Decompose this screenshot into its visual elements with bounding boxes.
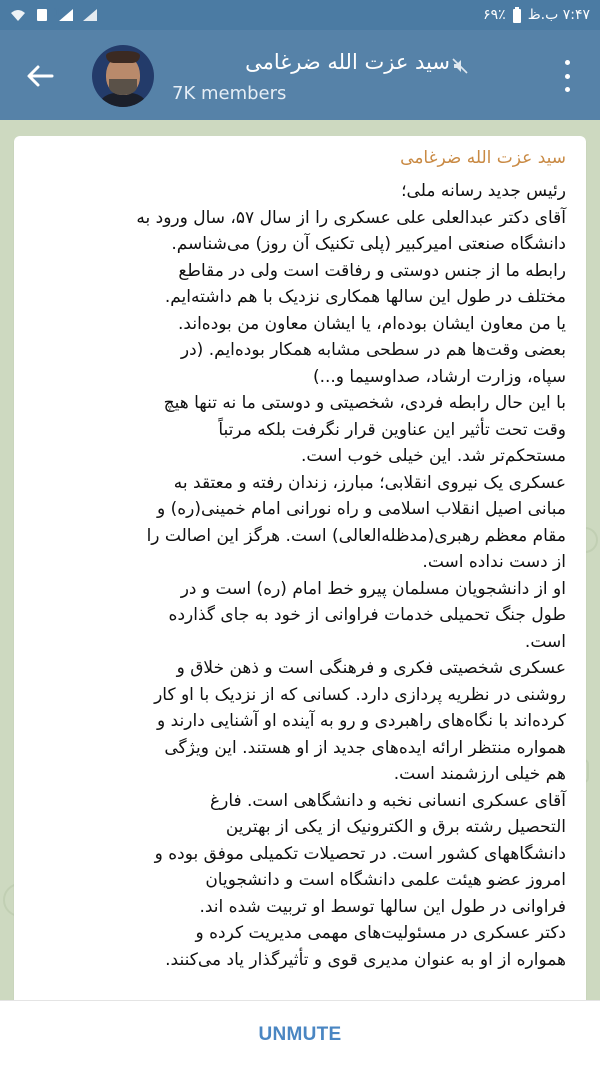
status-right [483,7,590,23]
menu-dot [565,87,570,92]
message-text [28,178,566,973]
wifi-icon [10,8,26,22]
status-bar [0,0,600,30]
message-line: رئیس جدید رسانه ملی؛ [401,181,566,201]
message-line: رابطه ما از جنس دوستی و رفاقت است ولی در مقاطع [178,260,566,281]
back-arrow-icon [26,64,54,88]
message-line: مقام معظم رهبری(مدظله‌العالی) است. هرگز این اصالت را [146,525,566,546]
message-line: دکتر عسکری در مسئولیت‌های مهمی مدیریت کرده و [195,923,566,943]
message-line: فراوانی در طول این سالها توسط او تربیت شده اند. [199,896,566,917]
clock: ۷:۴۷ ب.ظ [527,7,590,23]
message-line: دانشگاه صنعتی امیرکبیر (پلی تکنیک آن روز) می‌شناسم. [171,234,566,254]
battery-icon [512,7,522,23]
message-line: طول جنگ تحمیلی خدمات فراوانی از خود به جای گذارده [168,605,566,625]
chat-header [0,30,600,120]
message-line: التحصیل رشته برق و الکترونیک از یکی از بهترین [225,817,566,837]
message-line: همواره از او به عنوان مدیری قوی و تأثیرگذار یاد می‌کنند. [165,949,566,970]
message-line: مختلف در طول این سالها همکاری نزدیک با هم داشته‌ایم. [164,287,566,307]
unmute-button[interactable]: UNMUTE [258,1023,342,1045]
message-line: عسکری یک نیروی انقلابی؛ مبارز، زندان رفته و معتقد به [173,472,566,493]
message-line: مستحکم‌تر شد. این خیلی خوب است. [301,446,566,466]
back-button[interactable] [22,58,58,94]
message-line: عسکری شخصیتی فکری و فرهنگی است و ذهن خلاق و [176,658,566,678]
message-line: کرده‌اند با نگاه‌های راهبردی و رو به آینده او آشنایی دارند و [157,711,566,731]
message-line: سپاه، وزارت ارشاد، صداوسیما و...) [312,366,566,387]
message-line: آقای دکتر عبدالعلی علی عسکری را از سال ۵۷، سال ورود به [136,207,566,228]
signal-icon-2 [82,8,98,22]
message-line: همواره منتظر ارائه ایده‌های جدید از او هستند. این ویژگی [164,737,566,758]
channel-avatar[interactable] [92,45,154,107]
message-line: او از دانشجویان مسلمان پیرو خط امام (ره) است و در [180,578,566,599]
message-line: یا من معاون ایشان بوده‌ام، یا ایشان معاون من بوده‌اند. [178,313,566,334]
message-line: آقای عسکری انسانی نخبه و دانشگاهی است. فارغ [209,790,566,811]
message-line: بعضی وقت‌ها هم در سطحی مشابه همکار بوده‌ایم. (در [180,340,566,360]
status-left [10,8,98,22]
message-line: است. [524,631,566,652]
bottom-bar [0,1000,600,1068]
message-line: با این حال رابطه فردی، شخصیتی و دوستی ما نه تنها هیچ [163,393,566,413]
more-options-button[interactable] [555,60,579,92]
sim-number: 1 [53,6,62,20]
message-line: هم خیلی ارزشمند است. [393,764,566,784]
message-line: دانشگاههای کشور است. در تحصیلات تکمیلی موفق بوده و [154,843,566,864]
member-count: 7K members [172,83,287,104]
message-line: روشنی در نظریه پردازی دارد. کسانی که از نزدیک با او کار [154,684,566,705]
message-line: وقت تحت تأثیر این عناوین قرار نگرفت بلکه مرتباً [218,419,566,440]
message-list[interactable] [0,120,600,1000]
message-line: مبانی اصیل انقلاب اسلامی و راه نورانی امام خمینی(ره) و [157,499,566,519]
menu-dot [565,74,570,79]
menu-dot [565,60,570,65]
message-line: از دست نداده است. [422,552,566,572]
message-author[interactable]: سید عزت الله ضرغامی [400,148,566,168]
battery-percent: ۶۹٪ [483,7,506,23]
channel-title[interactable]: سید عزت الله ضرغامی [245,50,450,74]
message-bubble[interactable] [14,136,586,1000]
muted-speaker-icon [452,58,468,74]
sim-icon [34,8,50,22]
message-line: امروز عضو هیئت علمی دانشگاه است و دانشجویان [205,870,566,890]
